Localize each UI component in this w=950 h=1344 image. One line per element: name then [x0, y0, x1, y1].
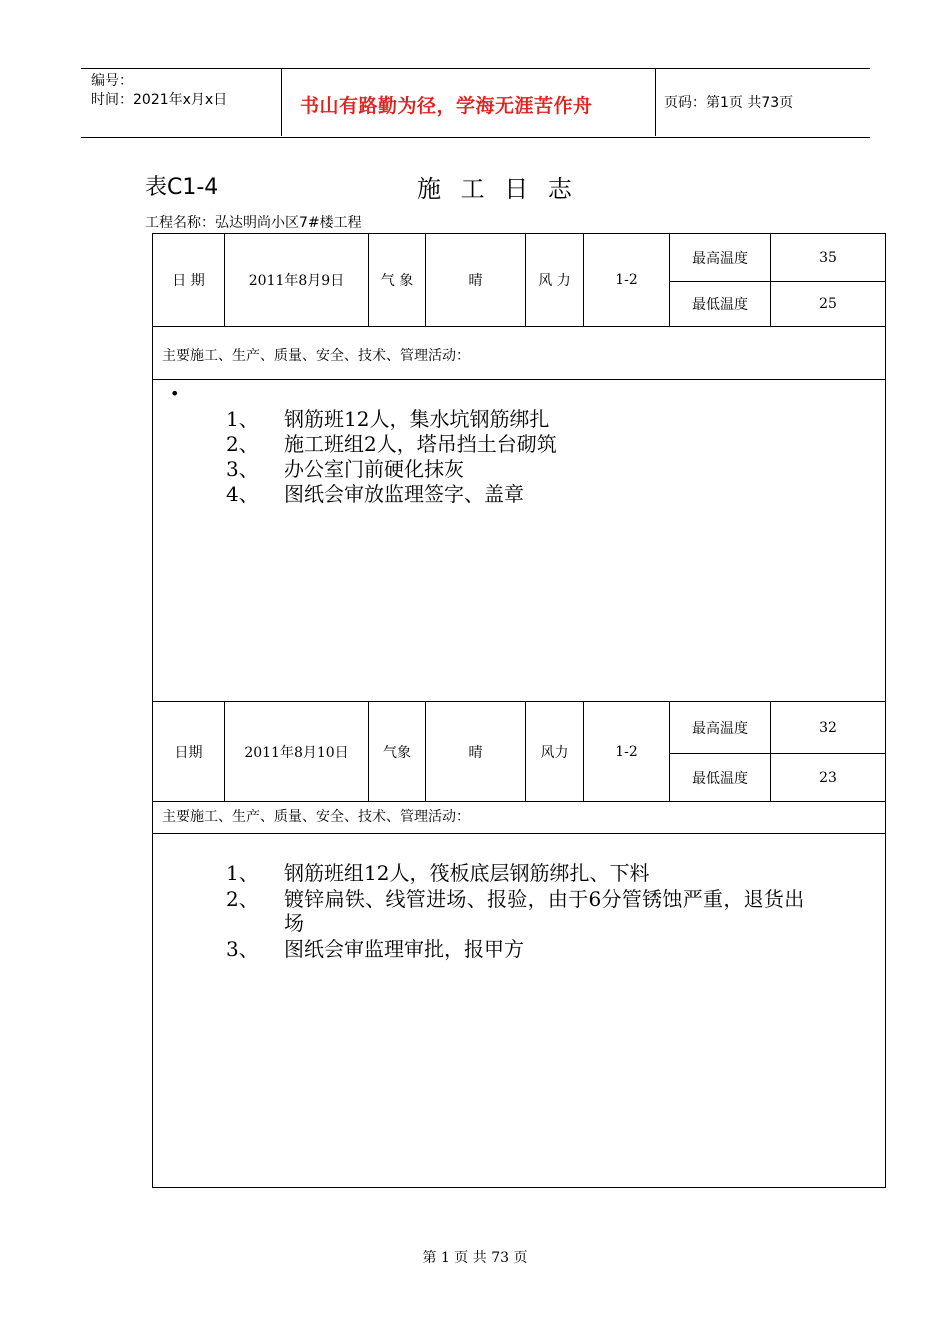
weather-value: 晴 — [468, 273, 483, 289]
max-temp-value: 35 — [819, 249, 837, 266]
date-value: 2011年8月10日 — [244, 744, 349, 761]
min-temp-label: 最低温度 — [692, 297, 748, 313]
date-label: 日期 — [174, 744, 203, 761]
header-divider — [655, 68, 656, 136]
date-label: 日 期 — [172, 273, 205, 289]
weather-label: 气 象 — [380, 273, 414, 289]
form-code: 表C1-4 — [145, 175, 219, 200]
wind-value: 1-2 — [615, 743, 638, 760]
header-divider — [281, 68, 282, 136]
time-label: 时间：2021年x月x日 — [91, 92, 228, 108]
wind-value: 1-2 — [615, 272, 638, 288]
project-name: 工程名称：弘达明尚小区7#楼工程 — [145, 215, 362, 231]
page-info: 页码：第1页 共73页 — [664, 95, 794, 111]
min-temp-label: 最低温度 — [692, 770, 748, 787]
weather-value: 晴 — [468, 744, 483, 761]
activities-label: 主要施工、生产、质量、安全、技术、管理活动： — [162, 348, 470, 364]
page-footer: 第 1 页 共 73 页 — [422, 1250, 528, 1266]
wind-label: 风 力 — [538, 273, 571, 289]
serial-label: 编号： — [91, 73, 133, 89]
wind-label: 风力 — [540, 744, 569, 761]
motto: 书山有路勤为径，学海无涯苦作舟 — [300, 95, 593, 117]
max-temp-label: 最高温度 — [692, 250, 748, 267]
weather-label: 气象 — [383, 744, 411, 761]
form-title: 施 工 日 志 — [417, 175, 578, 203]
min-temp-value: 25 — [819, 296, 837, 312]
date-value: 2011年8月9日 — [248, 273, 345, 289]
activities-label: 主要施工、生产、质量、安全、技术、管理活动： — [162, 809, 470, 825]
max-temp-value: 32 — [819, 719, 837, 736]
min-temp-value: 23 — [819, 769, 837, 786]
bullet: • — [170, 384, 180, 403]
max-temp-label: 最高温度 — [692, 720, 748, 737]
